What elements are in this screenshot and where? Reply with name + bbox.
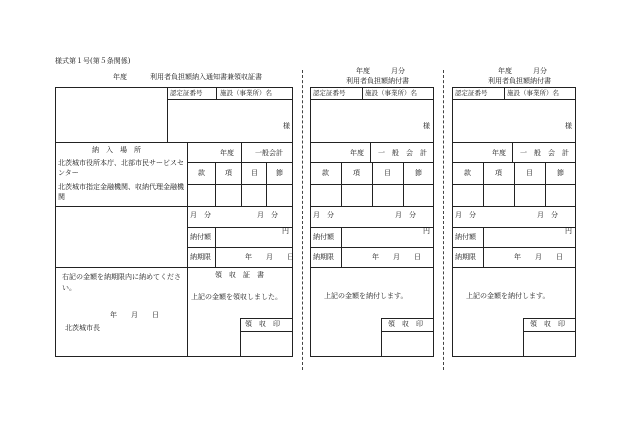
stub-2-month-label-2: 月 分 [537,211,558,219]
main-cert-no-label: 認定証番号 [170,89,203,97]
stub-1-col-kan: 款 [322,169,329,177]
main-col-moku: 目 [251,169,258,177]
main-amount-label: 納付額 [190,233,211,241]
stub-1-deadline-label: 納期限 [313,253,334,261]
main-mayor: 北茨城市長 [65,324,100,332]
stub-2-col-kan: 款 [464,169,471,177]
stub-2-cert-no-label: 認定証番号 [455,89,488,97]
stub-1-month-label: 月 分 [313,211,334,219]
stub-2-col-kou: 項 [495,169,502,177]
stub-1-amount-label: 納付額 [313,233,334,241]
stub-2-yen: 円 [565,227,572,235]
stub-2-title: 利用者負担額納付書 [488,77,551,85]
stub-2-col-setsu: 節 [557,169,564,177]
stub-2-year-month: 年度 月分 [498,67,547,75]
stub-1-fy-year: 年度 [350,149,364,157]
main-year-label: 年度 [113,73,127,81]
stub-1-col-kou: 項 [353,169,360,177]
stub-1-stamp: 領 収 印 [388,320,423,328]
stub-1-yen: 円 [423,227,430,235]
main-place-heading: 納 入 場 所 [92,146,141,154]
main-receipt-text: 上記の金額を領収しました。 [191,293,282,301]
main-deadline-date: 年 月 日 [245,253,294,261]
stub-1-title: 利用者負担額納付書 [346,77,409,85]
main-col-kan: 款 [198,169,205,177]
main-title: 利用者負担額納入通知書兼領収証書 [150,73,262,81]
stub-2-fy-year: 年度 [492,149,506,157]
main-month-label: 月 分 [190,211,211,219]
stub-1-honorific: 様 [423,122,430,130]
form-number: 様式第１号(第５条関係) [55,57,131,65]
main-notice: 右記の金額を納期限内に納めてください。 [62,273,181,292]
stub-1-col-setsu: 節 [415,169,422,177]
stub-2-fy-account: 一 般 会 計 [520,149,569,157]
main-notice-date: 年 月 日 [110,311,159,319]
main-deadline-label: 納期限 [190,253,211,261]
main-col-kou: 項 [225,169,232,177]
stub-1-deadline-date: 年 月 日 [372,253,421,261]
stub-1-fy-account: 一 般 会 計 [378,149,427,157]
stub-2-col-moku: 目 [526,169,533,177]
stub-2-facility-label: 施設（事業所）名 [507,89,559,97]
stub-2-honorific: 様 [565,122,572,130]
cut-line-2 [443,70,444,370]
main-facility-label: 施設（事業所）名 [220,89,272,97]
stub-1-col-moku: 目 [384,169,391,177]
main-fy-year: 年度 [220,149,234,157]
stub-2-amount-label: 納付額 [455,233,476,241]
stub-2-deadline-date: 年 月 日 [514,253,563,261]
main-receipt-title: 領 収 証 書 [215,271,264,279]
main-fy-account: 一般会計 [255,149,283,157]
stub-2-stamp: 領 収 印 [530,320,565,328]
stub-2-deadline-label: 納期限 [455,253,476,261]
main-table-border [55,87,293,357]
main-place-1: 北茨城市役所本庁、北部市民サービスセンター [58,159,184,177]
stub-1-paid-text: 上記の金額を納付します。 [324,292,408,300]
stub-2 [452,0,576,439]
main-yen: 円 [282,227,289,235]
stub-2-paid-text: 上記の金額を納付します。 [466,292,550,300]
stub-1-facility-label: 施設（事業所）名 [365,89,417,97]
main-place-2: 北茨城市指定金融機関、収納代理金融機関 [58,183,184,201]
stub-1-border [310,87,434,357]
stub-1-cert-no-label: 認定証番号 [313,89,346,97]
stub-1-month-label-2: 月 分 [395,211,416,219]
stub-2-month-label: 月 分 [455,211,476,219]
main-month-label-2: 月 分 [257,211,278,219]
stub-2-border [452,87,576,357]
cut-line-1 [302,70,303,370]
main-col-setsu: 節 [276,169,283,177]
stub-1-year-month: 年度 月分 [356,67,405,75]
main-receipt-stamp: 領 収 印 [245,320,280,328]
main-honorific: 様 [283,122,290,130]
stub-1 [310,0,434,439]
